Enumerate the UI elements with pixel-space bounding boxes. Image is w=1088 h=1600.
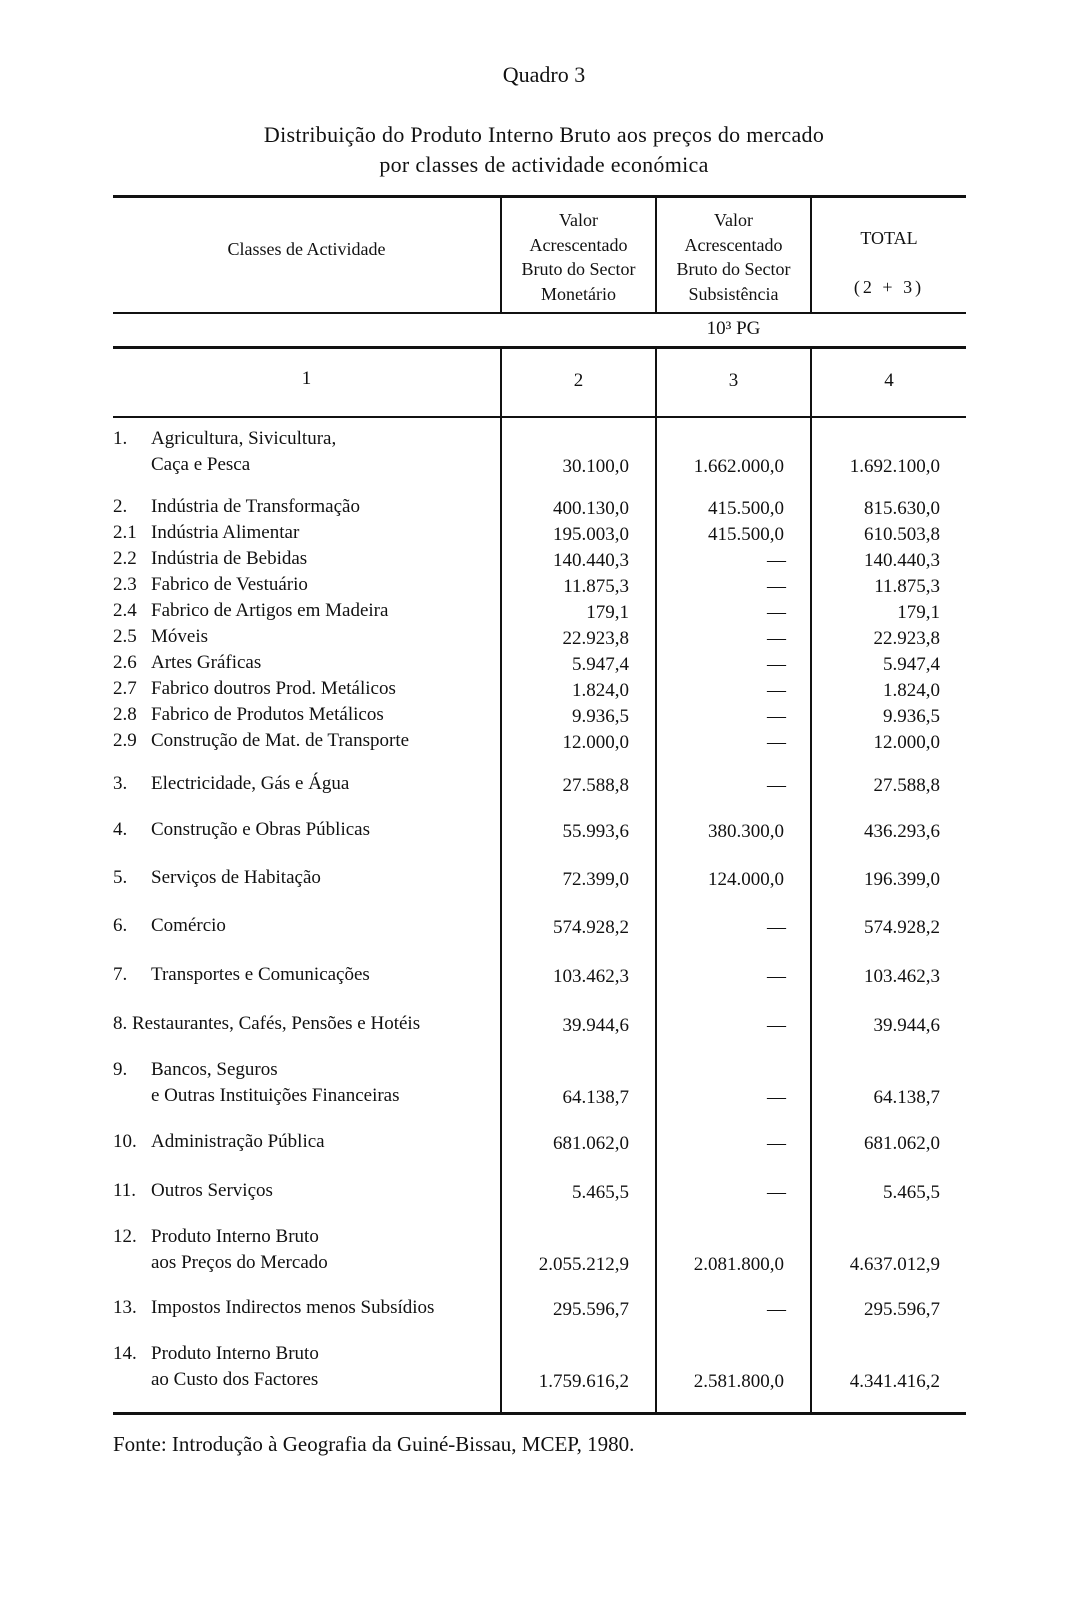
activity-number: 2.6 (113, 652, 137, 673)
value-subsistencia: — (767, 550, 786, 571)
activity-number: 14. (113, 1343, 137, 1364)
value-monetario: 140.440,3 (553, 550, 629, 571)
activity-number: 5. (113, 867, 128, 888)
header-rule (113, 312, 966, 314)
activity-label (113, 865, 321, 891)
value-subsistencia: — (767, 917, 786, 938)
value-subsistencia: 2.081.800,0 (693, 1254, 784, 1275)
unit-label: 10³ PG (706, 318, 761, 339)
activity-number: 7. (113, 964, 128, 985)
header-total: TOTAL (2 + 3) (853, 228, 925, 297)
value-total: 4.341.416,2 (849, 1371, 940, 1392)
value-subsistencia: — (767, 1087, 786, 1108)
activity-number: 2.4 (113, 600, 137, 621)
activity-number: 10. (113, 1131, 137, 1152)
value-total: 39.944,6 (873, 1015, 940, 1036)
value-subsistencia: — (767, 1182, 786, 1203)
value-total: 179,1 (897, 602, 940, 623)
activity-label (113, 676, 396, 702)
activity-label (113, 1011, 420, 1037)
column-number-rule (113, 416, 966, 418)
activity-label-line: Indústria Alimentar (151, 522, 300, 543)
value-total: 64.138,7 (873, 1087, 940, 1108)
value-subsistencia: 124.000,0 (708, 869, 784, 890)
value-monetario: 103.462,3 (553, 966, 629, 987)
activity-label (113, 771, 349, 797)
activity-label-line: Construção e Obras Públicas (151, 819, 370, 840)
value-total: 12.000,0 (873, 732, 940, 753)
activity-label (113, 817, 370, 843)
activity-label (113, 1129, 325, 1155)
activity-label-line: Indústria de Bebidas (151, 548, 308, 569)
activity-label-line: Agricultura, Sivicultura, (151, 428, 337, 449)
activity-label-line: Produto Interno Bruto (151, 1343, 319, 1364)
activity-number: 2.1 (113, 522, 137, 543)
activity-label-line: Bancos, Seguros (151, 1059, 278, 1080)
value-subsistencia: — (767, 602, 786, 623)
value-subsistencia: — (767, 628, 786, 649)
value-total: 574.928,2 (864, 917, 940, 938)
value-total: 295.596,7 (864, 1299, 940, 1320)
activity-label-line: Fabrico doutros Prod. Metálicos (151, 678, 396, 699)
activity-label-line: Serviços de Habitação (151, 867, 321, 888)
activity-label-line: Fabrico de Artigos em Madeira (151, 600, 389, 621)
activity-label-line: Comércio (151, 915, 226, 936)
value-monetario: 39.944,6 (562, 1015, 629, 1036)
activity-number: 6. (113, 915, 128, 936)
value-subsistencia: — (767, 680, 786, 701)
activity-label (113, 1057, 400, 1109)
value-monetario: 9.936,5 (572, 706, 629, 727)
activity-label (113, 1341, 319, 1393)
value-monetario: 72.399,0 (562, 869, 629, 890)
activity-label (113, 962, 370, 988)
value-monetario: 1.824,0 (572, 680, 629, 701)
value-total: 5.465,5 (883, 1182, 940, 1203)
column-divider (655, 348, 657, 1413)
value-monetario: 27.588,8 (562, 775, 629, 796)
value-monetario: 5.947,4 (572, 654, 629, 675)
value-subsistencia: — (767, 1299, 786, 1320)
activity-number: 12. (113, 1226, 137, 1247)
activity-number: 2.9 (113, 730, 137, 751)
value-subsistencia: — (767, 1133, 786, 1154)
activity-label (113, 913, 226, 939)
activity-number: 2.3 (113, 574, 137, 595)
activity-label-line: Caça e Pesca (151, 454, 251, 475)
value-subsistencia: — (767, 775, 786, 796)
top-rule (113, 195, 966, 198)
value-total: 22.923,8 (873, 628, 940, 649)
activity-label (113, 546, 307, 572)
value-total: 1.824,0 (883, 680, 940, 701)
value-monetario: 11.875,3 (563, 576, 629, 597)
activity-label (113, 1178, 273, 1204)
activity-label-line: aos Preços do Mercado (151, 1252, 328, 1273)
value-total: 5.947,4 (883, 654, 940, 675)
value-total: 140.440,3 (864, 550, 940, 571)
value-total: 610.503,8 (864, 524, 940, 545)
value-total: 196.399,0 (864, 869, 940, 890)
source-note: Fonte: Introdução à Geografia da Guiné-Bissau, MCEP, 1980. (113, 1432, 635, 1456)
value-monetario: 12.000,0 (562, 732, 629, 753)
value-monetario: 2.055.212,9 (538, 1254, 629, 1275)
value-total: 681.062,0 (864, 1133, 940, 1154)
value-subsistencia: 415.500,0 (708, 498, 784, 519)
activity-label (113, 728, 409, 754)
value-monetario: 574.928,2 (553, 917, 629, 938)
activity-label (113, 520, 299, 546)
activity-number: 11. (113, 1180, 137, 1201)
value-total: 11.875,3 (874, 576, 940, 597)
activity-label-line: Móveis (151, 626, 208, 647)
title-line-1: Distribuição do Produto Interno Bruto aos preços do mercado (263, 122, 825, 147)
activity-label (113, 598, 388, 624)
value-monetario: 295.596,7 (553, 1299, 629, 1320)
activity-label (113, 1224, 328, 1276)
activity-label-line: Indústria de Transformação (151, 496, 360, 517)
column-number: 2 (573, 370, 584, 391)
value-monetario: 1.759.616,2 (538, 1371, 629, 1392)
value-subsistencia: — (767, 576, 786, 597)
value-subsistencia: — (767, 654, 786, 675)
value-monetario: 5.465,5 (572, 1182, 629, 1203)
activity-number: 13. (113, 1297, 137, 1318)
value-subsistencia: 415.500,0 (708, 524, 784, 545)
activity-label-line: 8. Restaurantes, Cafés, Pensões e Hotéis (113, 1013, 421, 1034)
activity-label-line: ao Custo dos Factores (151, 1369, 319, 1390)
value-monetario: 64.138,7 (562, 1087, 629, 1108)
value-subsistencia: 2.581.800,0 (693, 1371, 784, 1392)
value-subsistencia: — (767, 732, 786, 753)
value-subsistencia: 380.300,0 (708, 821, 784, 842)
activity-label (113, 494, 360, 520)
value-total: 815.630,0 (864, 498, 940, 519)
activity-label-line: Construção de Mat. de Transporte (151, 730, 410, 751)
activity-label-line: Fabrico de Vestuário (151, 574, 308, 595)
header-monetario: Valor Acrescentado Bruto do Sector Monetário (521, 210, 636, 304)
column-number: 3 (728, 370, 739, 391)
activity-label (113, 650, 261, 676)
value-monetario: 22.923,8 (562, 628, 629, 649)
activity-label (113, 702, 384, 728)
column-number: 4 (884, 370, 894, 391)
value-total: 103.462,3 (864, 966, 940, 987)
unit-rule (113, 346, 966, 349)
table-title (0, 120, 1088, 180)
activity-label (113, 572, 308, 598)
activity-number: 2. (113, 496, 128, 517)
activity-label-line: Artes Gráficas (151, 652, 262, 673)
activity-label-line: Transportes e Comunicações (151, 964, 370, 985)
bottom-rule (113, 1412, 966, 1415)
activity-label-line: Outros Serviços (151, 1180, 273, 1201)
activity-number: 2.5 (113, 626, 137, 647)
activity-label-line: Impostos Indirectos menos Subsídios (151, 1297, 435, 1318)
table-caption: Quadro 3 (502, 62, 586, 87)
activity-label (113, 624, 208, 650)
value-total: 1.692.100,0 (849, 456, 940, 477)
activity-number: 1. (113, 428, 128, 449)
activity-number: 9. (113, 1059, 128, 1080)
value-subsistencia: — (767, 706, 786, 727)
activity-label-line: Administração Pública (151, 1131, 325, 1152)
activity-number: 2.2 (113, 548, 137, 569)
value-total: 436.293,6 (864, 821, 940, 842)
value-total: 4.637.012,9 (849, 1254, 940, 1275)
header-classes: Classes de Actividade (227, 239, 386, 259)
column-divider (810, 348, 812, 1413)
value-monetario: 30.100,0 (562, 456, 629, 477)
column-divider (500, 348, 502, 1413)
activity-number: 4. (113, 819, 128, 840)
activity-number: 2.8 (113, 704, 137, 725)
activity-label-line: Produto Interno Bruto (151, 1226, 319, 1247)
value-monetario: 195.003,0 (553, 524, 629, 545)
activity-label-line: e Outras Instituições Financeiras (151, 1085, 400, 1106)
activity-label (113, 426, 336, 478)
title-line-2: por classes de actividade económica (379, 152, 709, 177)
value-subsistencia: — (767, 1015, 786, 1036)
value-total: 27.588,8 (873, 775, 940, 796)
activity-label-line: Electricidade, Gás e Água (151, 773, 350, 794)
value-monetario: 179,1 (586, 602, 629, 623)
value-subsistencia: — (767, 966, 786, 987)
column-number: 1 (301, 368, 312, 389)
value-subsistencia: 1.662.000,0 (693, 456, 784, 477)
header-subsistencia: Valor Acrescentado Bruto do Sector Subsistência (676, 210, 791, 304)
value-total: 9.936,5 (883, 706, 940, 727)
value-monetario: 681.062,0 (553, 1133, 629, 1154)
activity-label (113, 1295, 434, 1321)
value-monetario: 400.130,0 (553, 498, 629, 519)
value-monetario: 55.993,6 (562, 821, 629, 842)
activity-number: 2.7 (113, 678, 137, 699)
activity-label-line: Fabrico de Produtos Metálicos (151, 704, 384, 725)
activity-number: 3. (113, 773, 128, 794)
